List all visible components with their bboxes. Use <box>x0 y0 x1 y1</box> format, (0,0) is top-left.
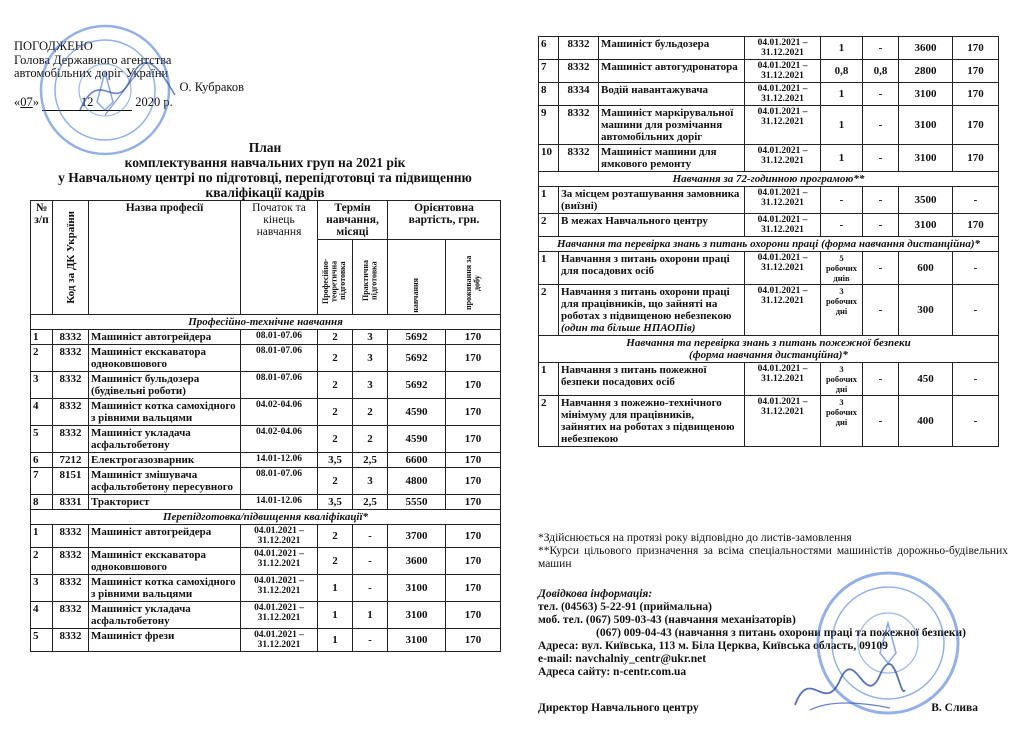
cell-cost: 3600 <box>899 37 953 60</box>
cell-period: 08.01-07.06 <box>241 468 318 495</box>
cell-code: 8332 <box>53 330 89 345</box>
cell-period: 04.01.2021 – 31.12.2021 <box>241 575 318 602</box>
cell-period: 08.01-07.06 <box>241 372 318 399</box>
plan-title: План <box>248 140 282 155</box>
cell-theory: 2 <box>318 372 353 399</box>
cell-name: Електрогазозварник <box>89 453 241 468</box>
cell-period: 04.01.2021 – 31.12.2021 <box>745 285 821 336</box>
cell-num: 4 <box>31 602 53 629</box>
cell-days: 3 робочих дні <box>821 285 863 336</box>
cell-name: Машиніст укладача асфальтобетону <box>89 602 241 629</box>
cell-period: 08.01-07.06 <box>241 345 318 372</box>
cell-name: Навчання з питань пожежної безпеки посадових осіб <box>559 363 745 396</box>
cell-num: 2 <box>539 214 559 237</box>
cell-code: 8332 <box>53 372 89 399</box>
cell-name: Навчання з питань охорони праці для працівників, що зайняті на роботах з підвищеною небезпекою (один та більше НПАОПів) <box>559 285 745 336</box>
cell-theory: 1 <box>821 83 863 106</box>
cell-theory: 3,5 <box>318 453 353 468</box>
cell-cost: 3100 <box>899 214 953 237</box>
cell-name: Машиніст машини для ямкового ремонту <box>599 145 745 172</box>
cell-period: 04.02-04.06 <box>241 399 318 426</box>
cell-period: 04.01.2021 – 31.12.2021 <box>745 214 821 237</box>
table-row <box>31 453 501 468</box>
cell-name: Водій навантажувача <box>599 83 745 106</box>
cell-living: 170 <box>953 60 999 83</box>
section-row: Професійно-технічне навчання <box>31 315 501 330</box>
info-site: Адреса сайту: n-centr.com.ua <box>538 666 687 678</box>
cell-name: Навчання з пожежно-технічного мінімуму для працівників, зайнятих на роботах з підвищеною небезпекою <box>559 396 745 447</box>
cell-num: 3 <box>31 372 53 399</box>
approval-agency: автомобільних доріг України <box>14 66 169 80</box>
cell-cost: 5692 <box>388 345 446 372</box>
header-theory: Професійно-теоретична підготовка <box>318 240 353 315</box>
cell-living: 170 <box>446 399 501 426</box>
cell-days: 5 робочих днів <box>821 252 863 285</box>
cell-num: 2 <box>539 396 559 447</box>
cell-num: 3 <box>31 575 53 602</box>
cell-living: 170 <box>446 372 501 399</box>
cell-cost: 3600 <box>388 548 446 575</box>
cell-cost: 5550 <box>388 495 446 510</box>
table-row <box>539 363 999 396</box>
cell-name: Машиніст фрези <box>89 629 241 652</box>
plan-subtitle-3: кваліфікації кадрів <box>205 185 325 200</box>
table-row <box>31 330 501 345</box>
cell-theory: 2 <box>318 525 353 548</box>
cell-living: - <box>953 252 999 285</box>
table-row <box>539 60 999 83</box>
table-row <box>31 426 501 453</box>
cell-num: 8 <box>31 495 53 510</box>
cell-period: 14.01-12.06 <box>241 495 318 510</box>
table-row <box>539 214 999 237</box>
cell-num: 4 <box>31 399 53 426</box>
plan-subtitle-1: комплектування навчальних груп на 2021 рік <box>124 155 406 170</box>
cell-days: 3 робочих дні <box>821 396 863 447</box>
header-num: № з/п <box>31 201 53 315</box>
cell-theory: 1 <box>318 602 353 629</box>
table-row <box>31 629 501 652</box>
cell-num: 1 <box>539 363 559 396</box>
info-heading: Довідкова інформація: <box>538 588 653 600</box>
cell-living: 170 <box>953 214 999 237</box>
cell-period: 04.02-04.06 <box>241 426 318 453</box>
cell-cost: 4800 <box>388 468 446 495</box>
cell-period: 04.01.2021 – 31.12.2021 <box>241 548 318 575</box>
cell-num: 1 <box>31 330 53 345</box>
cell-practice: - <box>353 575 388 602</box>
cell-code: 8332 <box>559 60 599 83</box>
cell-living: 170 <box>446 426 501 453</box>
cell-period: 04.01.2021 – 31.12.2021 <box>745 83 821 106</box>
cell-num: 1 <box>539 187 559 214</box>
cell-name: Машиніст змішувача асфальтобетону пересувного <box>89 468 241 495</box>
table-header-row <box>31 201 501 240</box>
table-row <box>31 399 501 426</box>
cell-practice: - <box>863 145 899 172</box>
cell-practice: 0,8 <box>863 60 899 83</box>
cell-period: 14.01-12.06 <box>241 453 318 468</box>
cell-name: Машиніст бульдозера (будівельні роботи) <box>89 372 241 399</box>
cell-name: Машиніст екскаватора одноковшового <box>89 345 241 372</box>
table-row <box>31 548 501 575</box>
cell-code: 8332 <box>53 525 89 548</box>
section-row: Перепідготовка/підвищення кваліфікації* <box>31 510 501 525</box>
cell-num: 1 <box>31 525 53 548</box>
cell-practice: 1 <box>353 602 388 629</box>
cell-cost: 3100 <box>899 83 953 106</box>
cell-name: Машиніст автогрейдера <box>89 330 241 345</box>
cell-code: 8332 <box>53 548 89 575</box>
cell-practice: - <box>863 83 899 106</box>
approval-position: Голова Державного агентства <box>14 52 172 67</box>
cell-period: 04.01.2021 – 31.12.2021 <box>745 106 821 145</box>
cell-practice: 3 <box>353 345 388 372</box>
cell-num: 2 <box>539 285 559 336</box>
cell-cost: 400 <box>899 396 953 447</box>
cell-num: 2 <box>31 345 53 372</box>
cell-code: 8332 <box>53 345 89 372</box>
header-code: Код за ДК України <box>53 201 89 315</box>
cell-cost: 5692 <box>388 372 446 399</box>
cell-theory: 1 <box>318 575 353 602</box>
cell-theory: - <box>821 214 863 237</box>
cell-theory: 2 <box>318 345 353 372</box>
cell-period: 04.01.2021 – 31.12.2021 <box>745 396 821 447</box>
cell-practice: - <box>863 252 899 285</box>
cell-living: - <box>953 363 999 396</box>
cell-period: 04.01.2021 – 31.12.2021 <box>745 37 821 60</box>
cell-cost: 300 <box>899 285 953 336</box>
cell-practice: 3 <box>353 468 388 495</box>
cell-name: Тракторист <box>89 495 241 510</box>
info-email: e-mail: navchalniy_centr@ukr.net <box>538 653 707 665</box>
cell-living: 170 <box>446 453 501 468</box>
cell-cost: 4590 <box>388 426 446 453</box>
cell-living: 170 <box>446 575 501 602</box>
cell-period: 04.01.2021 – 31.12.2021 <box>241 525 318 548</box>
cell-practice: 2 <box>353 399 388 426</box>
table-row <box>539 187 999 214</box>
info-mobile-2: (067) 009-04-43 (навчання з питань охорони праці та пожежної безпеки) <box>596 627 966 639</box>
cell-practice: - <box>353 629 388 652</box>
cell-code: 8332 <box>559 106 599 145</box>
header-term: Термін навчання, місяці <box>318 201 388 240</box>
table-row <box>539 285 999 336</box>
cell-period: 04.01.2021 – 31.12.2021 <box>745 363 821 396</box>
table-row <box>539 396 999 447</box>
left-plan-table <box>30 200 501 652</box>
cell-living: 170 <box>446 345 501 372</box>
cell-name: Машиніст маркірувальної машини для розмічання автомобільних доріг <box>599 106 745 145</box>
info-phone: тел. (04563) 5-22-91 (приймальна) <box>538 601 712 613</box>
cell-practice: - <box>863 214 899 237</box>
cell-theory: 1 <box>821 37 863 60</box>
cell-num: 6 <box>31 453 53 468</box>
cell-num: 6 <box>539 37 559 60</box>
info-address: Адреса: вул. Київська, 113 м. Біла Церква, Київська область, 09109 <box>538 640 888 652</box>
section-row: Навчання за 72-годинною програмою** <box>539 172 999 187</box>
header-living: проживання за добу <box>446 240 501 315</box>
table-row <box>31 468 501 495</box>
cell-cost: 5692 <box>388 330 446 345</box>
table-row <box>539 106 999 145</box>
cell-practice: - <box>863 187 899 214</box>
cell-cost: 2800 <box>899 60 953 83</box>
cell-num: 9 <box>539 106 559 145</box>
cell-name: Машиніст котка самохідного з рівними вальцями <box>89 399 241 426</box>
cell-theory: 3,5 <box>318 495 353 510</box>
cell-name: Машиніст укладача асфальтобетону <box>89 426 241 453</box>
table-row <box>31 372 501 399</box>
cell-code: 8332 <box>53 426 89 453</box>
cell-name: За місцем розташування замовника (виїзні) <box>559 187 745 214</box>
cell-living: 170 <box>446 495 501 510</box>
cell-code: 7212 <box>53 453 89 468</box>
cell-code: 8331 <box>53 495 89 510</box>
cell-cost: 3100 <box>388 575 446 602</box>
cell-num: 1 <box>539 252 559 285</box>
cell-living: 170 <box>446 468 501 495</box>
table-row <box>539 145 999 172</box>
cell-num: 8 <box>539 83 559 106</box>
cell-practice: - <box>353 525 388 548</box>
cell-practice: - <box>863 106 899 145</box>
table-row <box>31 602 501 629</box>
cell-cost: 3100 <box>388 629 446 652</box>
header-period: Початок та кінець навчання <box>241 201 318 315</box>
cell-theory: 0,8 <box>821 60 863 83</box>
cell-name: Машиніст автогудронатора <box>599 60 745 83</box>
header-study: навчання <box>388 240 446 315</box>
cell-theory: 1 <box>821 106 863 145</box>
cell-practice: 2,5 <box>353 453 388 468</box>
cell-practice: 3 <box>353 330 388 345</box>
table-row <box>539 37 999 60</box>
cell-code: 8151 <box>53 468 89 495</box>
director-title: Директор Навчального центру <box>538 702 699 714</box>
cell-cost: 600 <box>899 252 953 285</box>
cell-num: 7 <box>31 468 53 495</box>
cell-living: 170 <box>953 37 999 60</box>
section-row: Навчання та перевірка знань з питань охорони праці (форма навчання дистанційна)* <box>539 237 999 252</box>
director-name: В. Слива <box>931 702 978 714</box>
cell-period: 04.01.2021 – 31.12.2021 <box>745 252 821 285</box>
cell-num: 10 <box>539 145 559 172</box>
cell-living: 170 <box>446 525 501 548</box>
director-signature <box>790 660 910 720</box>
cell-living: 170 <box>953 83 999 106</box>
table-row <box>31 495 501 510</box>
cell-code: 8332 <box>53 602 89 629</box>
cell-name: В межах Навчального центру <box>559 214 745 237</box>
cell-code: 8332 <box>53 629 89 652</box>
cell-period: 04.01.2021 – 31.12.2021 <box>745 145 821 172</box>
signature-approval <box>75 55 185 125</box>
cell-cost: 4590 <box>388 399 446 426</box>
cell-theory: 1 <box>821 145 863 172</box>
note-1: *Здійснюється на протязі року відповідно до листів-замовлення <box>538 532 852 544</box>
cell-practice: 3 <box>353 372 388 399</box>
cell-practice: 2 <box>353 426 388 453</box>
cell-cost: 3100 <box>388 602 446 629</box>
header-practice: Практична підготовка <box>353 240 388 315</box>
cell-practice: - <box>863 37 899 60</box>
cell-name: Машиніст котка самохідного з рівними вальцями <box>89 575 241 602</box>
cell-cost: 3500 <box>899 187 953 214</box>
cell-num: 5 <box>31 629 53 652</box>
cell-cost: 3100 <box>899 106 953 145</box>
table-row <box>539 252 999 285</box>
cell-living: - <box>953 187 999 214</box>
table-row <box>31 525 501 548</box>
cell-name: Навчання з питань охорони праці для посадових осіб <box>559 252 745 285</box>
cell-theory: 1 <box>318 629 353 652</box>
cell-living: 170 <box>953 106 999 145</box>
right-plan-table <box>538 36 999 447</box>
cell-practice: - <box>863 396 899 447</box>
cell-period: 04.01.2021 – 31.12.2021 <box>745 187 821 214</box>
table-row <box>31 575 501 602</box>
info-mobile-1: моб. тел. (067) 509-03-43 (навчання механізаторів) <box>538 614 796 626</box>
cell-cost: 450 <box>899 363 953 396</box>
approval-signer: О. Кубраков <box>179 79 244 94</box>
cell-code: 8332 <box>559 145 599 172</box>
cell-practice: - <box>863 363 899 396</box>
cell-period: 04.01.2021 – 31.12.2021 <box>241 629 318 652</box>
cell-days: 3 робочих дні <box>821 363 863 396</box>
cell-living: - <box>953 396 999 447</box>
cell-theory: 2 <box>318 426 353 453</box>
cell-num: 5 <box>31 426 53 453</box>
cell-period: 04.01.2021 – 31.12.2021 <box>241 602 318 629</box>
cell-practice: - <box>863 285 899 336</box>
approval-title: ПОГОДЖЕНО <box>14 39 93 53</box>
cell-code: 8332 <box>53 399 89 426</box>
cell-practice: 2,5 <box>353 495 388 510</box>
plan-subtitle-2: у Навчальному центрі по підготовці, перепідготовці та підвищенню <box>58 170 472 185</box>
cell-living: - <box>953 285 999 336</box>
cell-code: 8332 <box>53 575 89 602</box>
cell-living: 170 <box>446 629 501 652</box>
cell-name: Машиніст бульдозера <box>599 37 745 60</box>
cell-living: 170 <box>446 330 501 345</box>
cell-living: 170 <box>446 548 501 575</box>
cell-period: 08.01-07.06 <box>241 330 318 345</box>
cell-num: 2 <box>31 548 53 575</box>
cell-name: Машиніст автогрейдера <box>89 525 241 548</box>
cell-name: Машиніст екскаватора одноковшового <box>89 548 241 575</box>
cell-code: 8334 <box>559 83 599 106</box>
note-2: **Курси цільового призначення за всіма спеціальностями машиністів дорожньо-будівельних машин <box>538 545 1008 570</box>
section-row: Навчання та перевірка знань з питань пожежної безпеки (форма навчання дистанційна)* <box>539 336 999 363</box>
cell-living: 170 <box>953 145 999 172</box>
header-cost: Орієнтовна вартість, грн. <box>388 201 501 240</box>
cell-num: 7 <box>539 60 559 83</box>
cell-theory: 2 <box>318 399 353 426</box>
header-name: Назва професії <box>89 201 241 315</box>
cell-practice: - <box>353 548 388 575</box>
cell-cost: 6600 <box>388 453 446 468</box>
cell-cost: 3100 <box>899 145 953 172</box>
cell-theory: 2 <box>318 468 353 495</box>
table-row <box>539 83 999 106</box>
cell-cost: 3700 <box>388 525 446 548</box>
cell-theory: - <box>821 187 863 214</box>
approval-date: «07» 12 2020 р. <box>14 95 173 109</box>
cell-theory: 2 <box>318 548 353 575</box>
cell-living: 170 <box>446 602 501 629</box>
cell-theory: 2 <box>318 330 353 345</box>
table-row <box>31 345 501 372</box>
cell-period: 04.01.2021 – 31.12.2021 <box>745 60 821 83</box>
cell-code: 8332 <box>559 37 599 60</box>
